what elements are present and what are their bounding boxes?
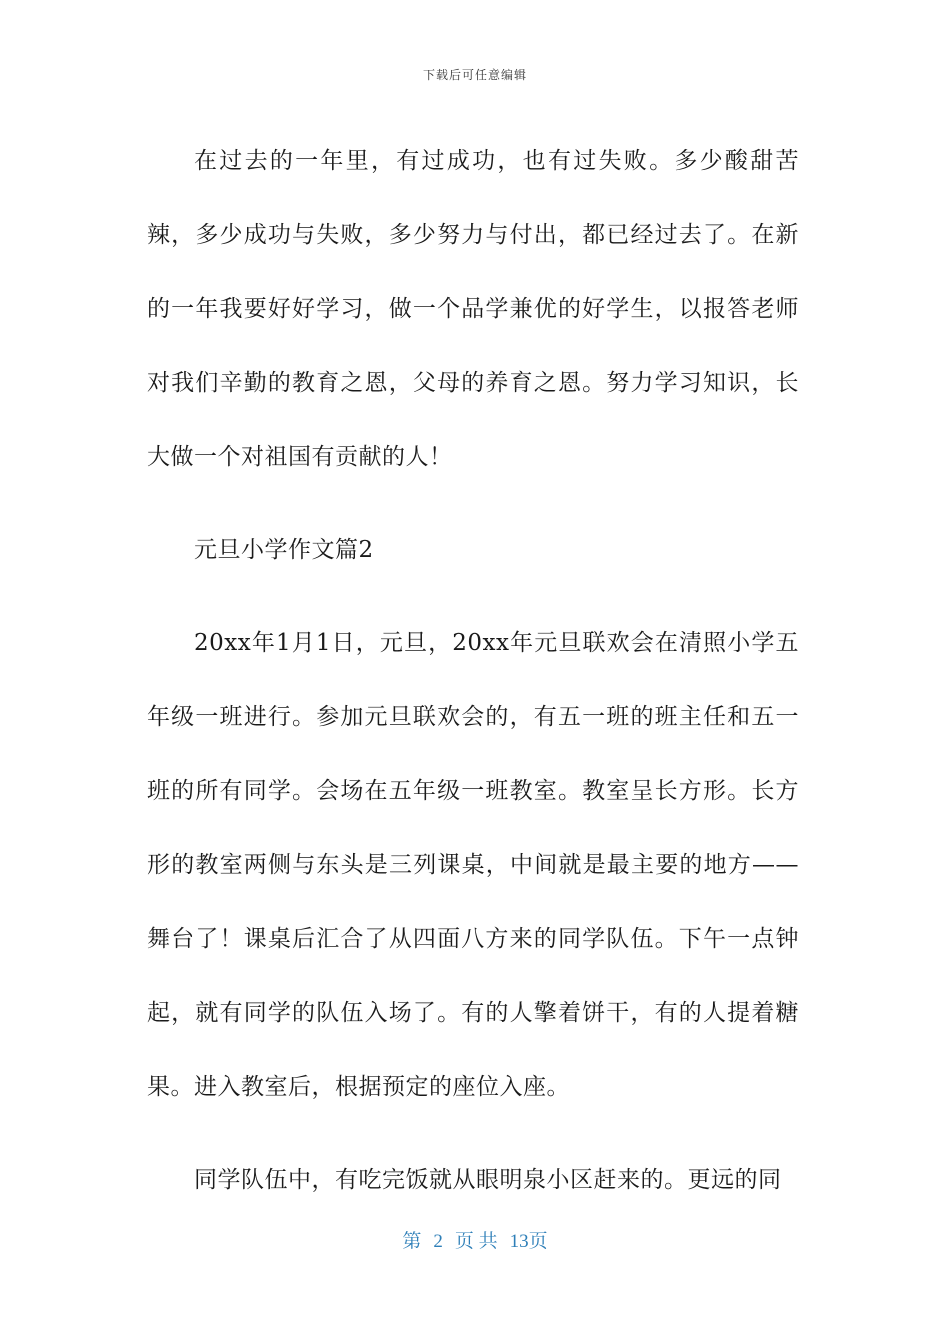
page-footer bbox=[0, 1226, 950, 1253]
document-body bbox=[147, 124, 799, 1236]
footer-current-page: 2 bbox=[433, 1231, 443, 1252]
paragraph-intro: 在过去的一年里，有过成功，也有过失败。多少酸甜苦辣，多少成功与失败，多少努力与付出，都已经过去了。在新的一年我要好好学习，做一个品学兼优的好学生，以报答老师对我们辛勤的教育之恩，父母的养育之恩。努力学习知识，长大做一个对祖国有贡献的人！ bbox=[147, 148, 799, 470]
footer-suffix: 页 bbox=[528, 1231, 548, 1252]
footer-prefix: 第 bbox=[402, 1231, 422, 1252]
footer-total-pages: 13 bbox=[509, 1231, 529, 1252]
header-note: 下载后可任意编辑 bbox=[422, 68, 527, 82]
paragraph-continued: 同学队伍中，有吃完饭就从眼明泉小区赶来的。更远的同 bbox=[194, 1167, 782, 1193]
section-heading: 元旦小学作文篇2 bbox=[194, 537, 374, 563]
footer-middle: 页 共 bbox=[454, 1231, 498, 1252]
paragraph-main: 20xx年1月1日，元旦，20xx年元旦联欢会在清照小学五年级一班进行。参加元旦联欢会的，有五一班的班主任和五一班的所有同学。会场在五年级一班教室。教室呈长方形。长方形的教室两侧与东头是三列课桌，中间就是最主要的地方——舞台了！课桌后汇合了从四面八方来的同学队伍。下午一点钟起，就有同学的队伍入场了。有的人擎着饼干，有的人提着糖果。进入教室后，根据预定的座位入座。 bbox=[147, 630, 799, 1100]
